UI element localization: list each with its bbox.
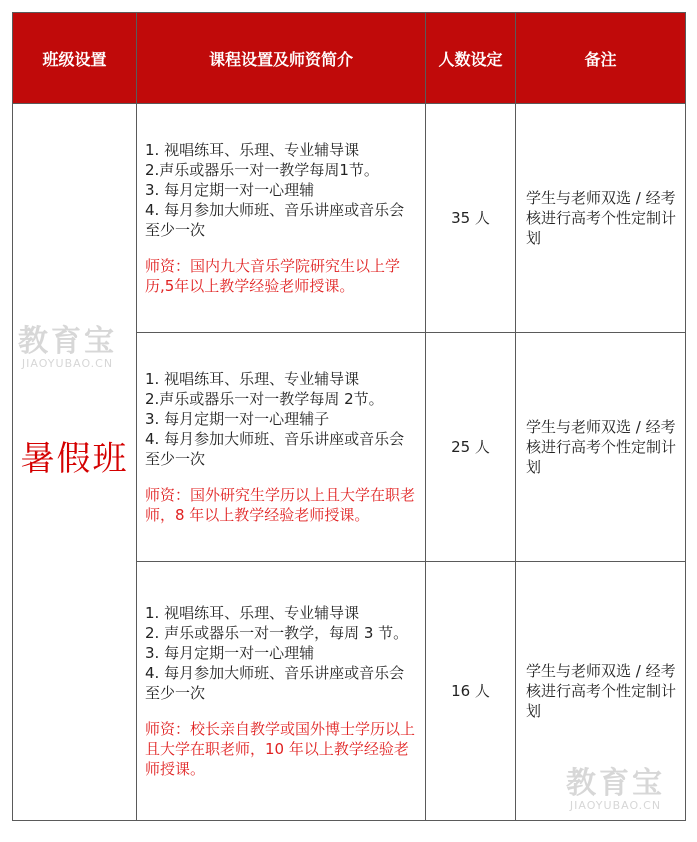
course-item: 4. 每月参加大师班、音乐讲座或音乐会至少一次	[145, 201, 405, 239]
course-item: 1. 视唱练耳、乐理、专业辅导课	[145, 141, 360, 159]
student-count: 16 人	[426, 562, 516, 821]
watermark-text: 教育宝	[18, 324, 117, 359]
course-item: 4. 每月参加大师班、音乐讲座或音乐会至少一次	[145, 664, 405, 702]
table-row	[13, 104, 686, 333]
course-item: 2.声乐或器乐一对一教学每周1节。	[145, 161, 379, 179]
class-cell	[13, 104, 137, 821]
course-item: 4. 每月参加大师班、音乐讲座或音乐会至少一次	[145, 430, 405, 468]
header-course: 课程设置及师资简介	[137, 13, 426, 104]
header-note: 备注	[516, 13, 686, 104]
header-row	[13, 13, 686, 104]
faculty-text: 师资：国外研究生学历以上且大学在职老师，8 年以上教学经验老师授课。	[145, 486, 416, 524]
course-content	[137, 333, 426, 562]
header-count: 人数设定	[426, 13, 516, 104]
course-item: 2.声乐或器乐一对一教学每周 2节。	[145, 390, 384, 408]
course-item: 3. 每月定期一对一心理辅	[145, 181, 315, 199]
course-table	[12, 12, 686, 821]
course-list	[145, 603, 417, 703]
faculty-text: 师资：国内九大音乐学院研究生以上学历,5年以上教学经验老师授课。	[145, 257, 401, 295]
course-list	[145, 369, 417, 469]
course-content	[137, 104, 426, 333]
student-count: 35 人	[426, 104, 516, 333]
note-text: 学生与老师双选 / 经考核进行高考个性定制计划	[516, 333, 686, 562]
course-item: 3. 每月定期一对一心理辅	[145, 644, 315, 662]
class-name: 暑假班	[20, 439, 129, 479]
course-item: 2. 声乐或器乐一对一教学，每周 3 节。	[145, 624, 409, 642]
watermark-text: 教育宝	[566, 766, 665, 801]
note-text: 学生与老师双选 / 经考核进行高考个性定制计划	[516, 562, 686, 821]
course-content	[137, 562, 426, 821]
course-item: 3. 每月定期一对一心理辅子	[145, 410, 330, 428]
watermark-url: JIAOYUBAO.CN	[569, 799, 662, 812]
course-item: 1. 视唱练耳、乐理、专业辅导课	[145, 604, 360, 622]
faculty-text: 师资：校长亲自教学或国外博士学历以上且大学在职老师，10 年以上教学经验老师授课。	[145, 720, 416, 778]
course-item: 1. 视唱练耳、乐理、专业辅导课	[145, 370, 360, 388]
watermark-url: JIAOYUBAO.CN	[21, 357, 114, 370]
student-count: 25 人	[426, 333, 516, 562]
course-list	[145, 140, 417, 240]
header-class: 班级设置	[13, 13, 137, 104]
note-text: 学生与老师双选 / 经考核进行高考个性定制计划	[516, 104, 686, 333]
